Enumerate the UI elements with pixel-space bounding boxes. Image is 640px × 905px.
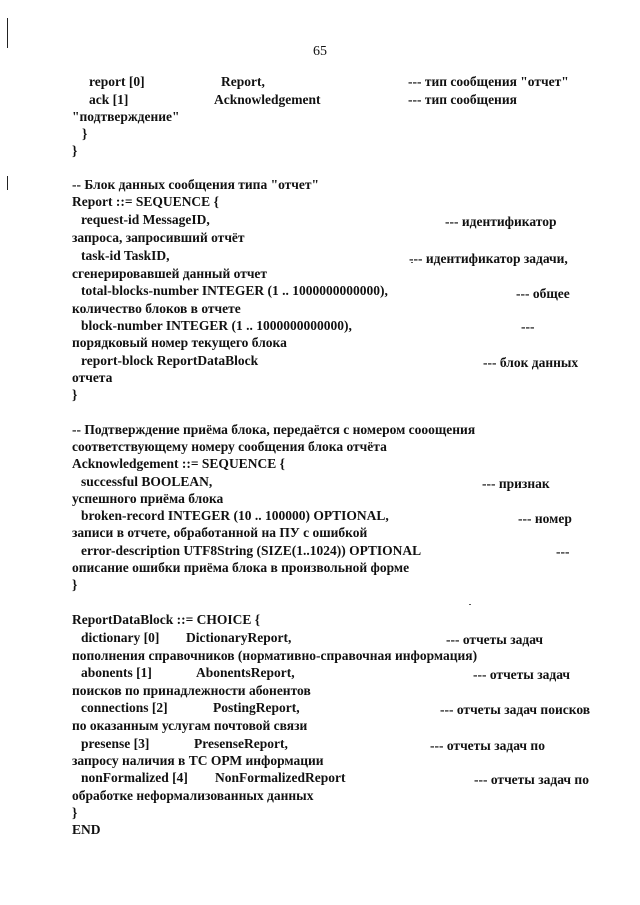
text-line: --- отчеты задач по [430,738,545,753]
text-line: запроса, запросивший отчёт [72,230,245,245]
text-line: по оказанным услугам почтовой связи [72,718,308,733]
text-line: поисков по принадлежности абонентов [72,683,311,698]
text-line: отчета [72,370,113,385]
text-line: --- [521,319,535,334]
text-line: nonFormalized [4] [81,770,188,785]
text-line: "подтверждение" [72,109,180,124]
text-line: task-id TaskID, [81,248,170,263]
text-line: --- идентификатор [445,214,557,229]
text-line: --- признак [482,476,550,491]
text-line: PostingReport, [213,700,300,715]
text-line: broken-record INTEGER (10 .. 100000) OPTIONAL, [81,508,389,523]
text-line: записи в отчете, обработанной на ПУ с ошибкой [72,525,368,540]
text-line: successful BOOLEAN, [81,474,213,489]
text-line: --- тип сообщения [408,92,517,107]
text-line: --- блок данных [483,355,579,370]
text-line: Acknowledgement ::= SEQUENCE { [72,456,285,471]
text-line: } [72,577,78,592]
scan-edge-mark [7,176,8,190]
text-line: } [82,126,88,141]
text-line: NonFormalizedReport [215,770,346,785]
text-line: успешного приёма блока [72,491,224,506]
text-line: dictionary [0] [81,630,160,645]
text-line: error-description UTF8String (SIZE(1..1024)) OPTIONAL [81,543,422,558]
text-line: report-block ReportDataBlock [81,353,259,368]
text-line: AbonentsReport, [196,665,295,680]
text-line: --- отчеты задач [473,667,571,682]
text-line: block-number INTEGER (1 .. 1000000000000), [81,318,352,333]
text-line: connections [2] [81,700,168,715]
scan-speck [469,604,471,605]
text-line: } [72,143,78,158]
text-line: --- тип сообщения "отчет" [408,74,569,89]
text-line: --- [556,544,570,559]
text-line: описание ошибки приёма блока в произвольной форме [72,560,410,575]
text-line: -- Блок данных сообщения типа "отчет" [72,177,320,192]
text-line: } [72,805,78,820]
text-line: PresenseReport, [194,736,288,751]
text-line: ReportDataBlock ::= CHOICE { [72,612,261,627]
text-line: количество блоков в отчете [72,301,241,316]
text-line: } [72,387,78,402]
text-line: обработке неформализованных данных [72,788,314,803]
text-line: abonents [1] [81,665,152,680]
text-line: --- общее [516,286,570,301]
text-line: --- отчеты задач по [474,772,589,787]
text-line: presense [3] [81,736,150,751]
text-line: END [72,822,101,837]
text-line: -- Подтверждение приёма блока, передаётся с номером сооoщения [72,422,476,437]
text-line: Acknowledgement [214,92,321,107]
text-line: пополнения справочников (нормативно-справочная информация) [72,648,478,663]
page-number: 65 [313,44,327,59]
text-line: Report, [221,74,265,89]
text-line: сгенерировавшей данный отчет [72,266,268,281]
text-line: запросу наличия в ТС ОРМ информации [72,753,324,768]
text-line: ack [1] [89,92,129,107]
text-line: DictionaryReport, [186,630,292,645]
text-line: request-id MessageID, [81,212,210,227]
text-line: порядковый номер текущего блока [72,335,287,350]
text-line: Report ::= SEQUENCE { [72,194,219,209]
text-line: --- номер [518,511,572,526]
text-line: --- отчеты задач [446,632,544,647]
text-line: соответствующему номеру сообщения блока отчёта [72,439,387,454]
text-line: report [0] [89,74,145,89]
text-line: total-blocks-number INTEGER (1 .. 1000000000000), [81,283,388,298]
text-line: --- идентификатор задачи, [409,251,568,266]
text-line: --- отчеты задач поисков [440,702,591,717]
